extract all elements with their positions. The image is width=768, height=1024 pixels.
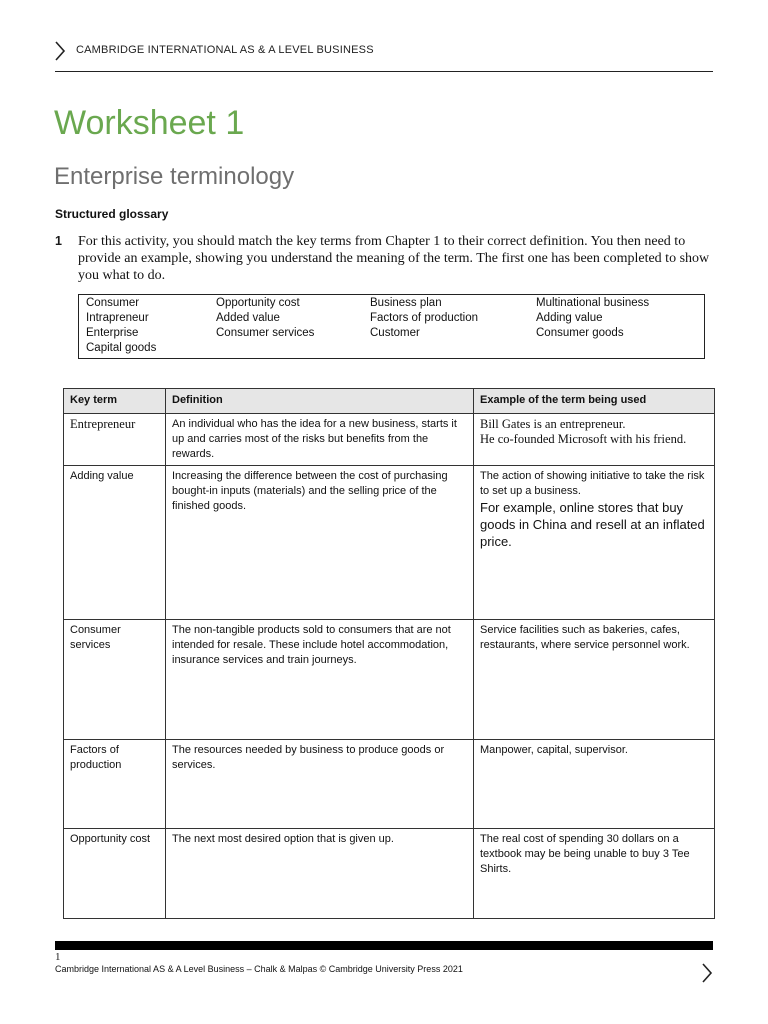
example-cell [474, 414, 715, 466]
table-row [64, 829, 715, 919]
table-row [64, 466, 715, 620]
worksheet-subtitle: Enterprise terminology [54, 163, 295, 190]
next-page-chevron-icon[interactable] [700, 962, 714, 984]
key-term-cell: Factors of production [64, 740, 166, 829]
term-item: Consumer services [216, 327, 315, 339]
term-item: Consumer [86, 297, 140, 309]
term-column-4 [536, 296, 649, 341]
key-term-cell: Opportunity cost [64, 829, 166, 919]
column-header-definition: Definition [166, 389, 474, 414]
definition-cell: The resources needed by business to produce goods or services. [166, 740, 474, 829]
term-column-2 [216, 296, 314, 341]
example-line: He co-founded Microsoft with his friend. [480, 432, 687, 446]
footer-bar [55, 941, 713, 950]
example-cell [474, 466, 715, 620]
term-item: Adding value [536, 312, 603, 324]
table-row [64, 620, 715, 740]
definition-cell: The next most desired option that is given up. [166, 829, 474, 919]
term-item: Consumer goods [536, 327, 624, 339]
term-item: Multinational business [536, 297, 650, 309]
key-term-cell: Consumer services [64, 620, 166, 740]
term-item: Business plan [370, 297, 442, 309]
example-cell: Manpower, capital, supervisor. [474, 740, 715, 829]
chevron-right-icon [52, 40, 68, 62]
definition-cell: The non-tangible products sold to consumers that are not intended for resale. These include hotel accommodation, insurance services and train journeys. [166, 620, 474, 740]
term-item: Factors of production [370, 312, 479, 324]
term-item: Opportunity cost [216, 297, 300, 309]
running-header: CAMBRIDGE INTERNATIONAL AS & A LEVEL BUSINESS [76, 44, 374, 56]
term-item: Capital goods [86, 342, 157, 354]
definition-cell: Increasing the difference between the cost of purchasing bought-in inputs (materials) and the selling price of the finished goods. [166, 466, 474, 620]
key-term-cell: Adding value [64, 466, 166, 620]
term-item: Intrapreneur [86, 312, 149, 324]
example-cell: Service facilities such as bakeries, cafes, restaurants, where service personnel work. [474, 620, 715, 740]
example-text-large: For example, online stores that buy goods in China and resell at an inflated price. [480, 500, 705, 549]
table-header-row [64, 389, 715, 414]
page-number: 1 [55, 951, 61, 963]
glossary-table [63, 388, 715, 919]
term-column-1 [86, 296, 156, 356]
definition-cell: An individual who has the idea for a new business, starts it up and carries most of the risks but benefits from the rewards. [166, 414, 474, 466]
term-item: Customer [370, 327, 420, 339]
footer-copyright: Cambridge International AS & A Level Business – Chalk & Malpas © Cambridge University Press 2021 [55, 964, 463, 974]
example-line: Bill Gates is an entrepreneur. [480, 417, 626, 431]
term-item: Added value [216, 312, 280, 324]
column-header-example: Example of the term being used [474, 389, 715, 414]
key-terms-box [78, 294, 705, 359]
question-number: 1 [55, 234, 62, 248]
header-divider [55, 71, 713, 72]
key-term-cell: Entrepreneur [64, 414, 166, 466]
table-row [64, 414, 715, 466]
worksheet-title: Worksheet 1 [54, 104, 245, 142]
example-cell: The real cost of spending 30 dollars on a textbook may be being unable to buy 3 Tee Shirts. [474, 829, 715, 919]
term-item: Enterprise [86, 327, 139, 339]
term-column-3 [370, 296, 478, 341]
example-text: The action of showing initiative to take the risk to set up a business. [480, 470, 705, 497]
section-heading: Structured glossary [55, 207, 169, 221]
question-text: For this activity, you should match the key terms from Chapter 1 to their correct definition. You then need to provide an example, showing you understand the meaning of the term. The first one has been completed to show you what to do. [78, 234, 710, 283]
table-row [64, 740, 715, 829]
column-header-key-term: Key term [64, 389, 166, 414]
